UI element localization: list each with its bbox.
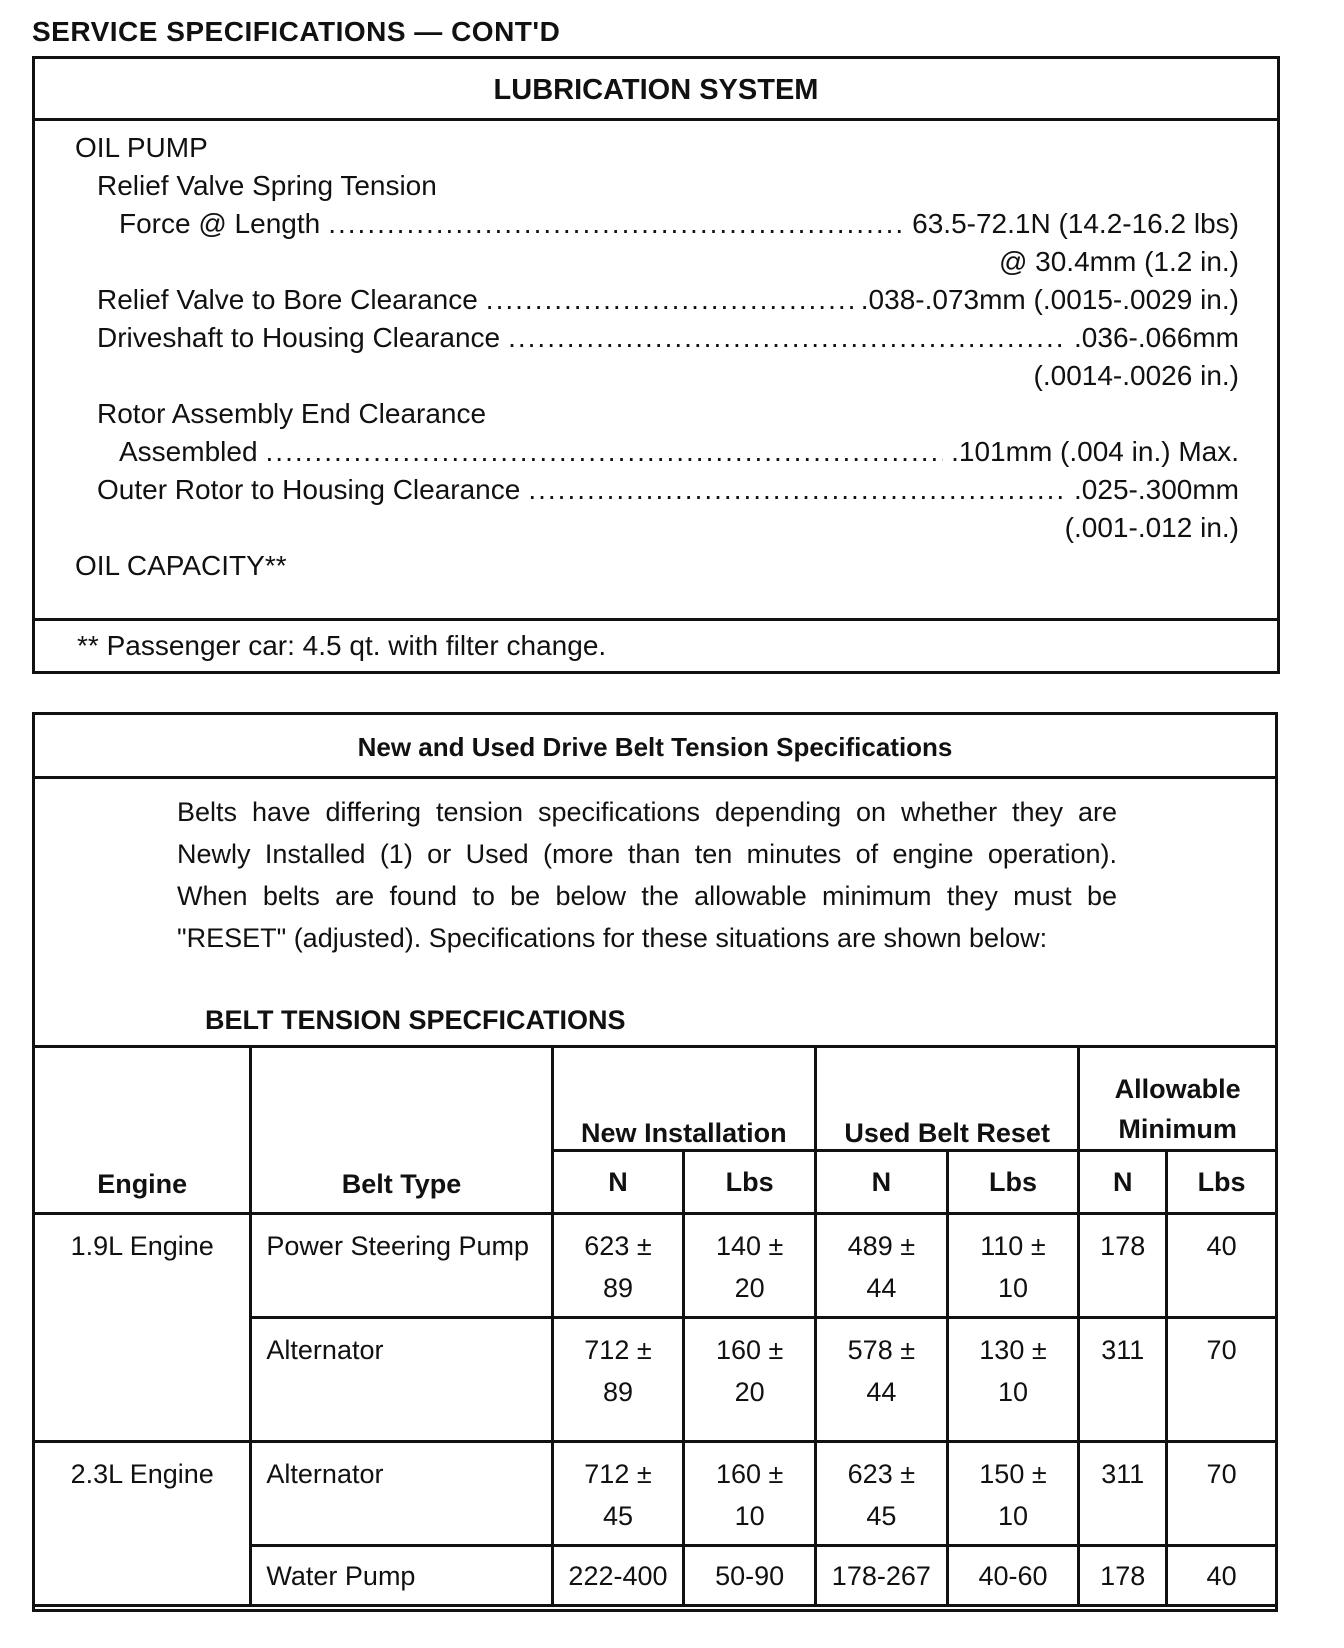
relief-spring-heading: Relief Valve Spring Tension: [97, 170, 437, 201]
force-length-row: [119, 207, 1239, 241]
belt-type-cell: Alternator: [251, 1318, 552, 1442]
allowable-line-1: Allowable: [1114, 1074, 1241, 1104]
leader-dots: [528, 473, 1066, 507]
oil-pump-heading: OIL PUMP: [75, 132, 208, 163]
value-line: 140 ±: [715, 1231, 784, 1261]
value-line: 10: [997, 1273, 1028, 1303]
value-line: 150 ±: [979, 1459, 1047, 1489]
used-lbs-cell: [947, 1214, 1079, 1318]
table-row: [34, 1214, 1277, 1318]
belt-header: New and Used Drive Belt Tension Specifications: [35, 715, 1275, 779]
allowable-line-2: Minimum: [1118, 1114, 1237, 1144]
driveshaft-row: [97, 321, 1239, 355]
engine-cell: 1.9L Engine: [34, 1214, 251, 1442]
new-lbs-cell: [684, 1318, 816, 1442]
lubrication-footer: [35, 621, 1277, 671]
new-lbs-cell: [684, 1214, 816, 1318]
belt-type-cell: Alternator: [251, 1442, 552, 1546]
oil-capacity-heading: OIL CAPACITY**: [75, 550, 287, 581]
value-line: 89: [602, 1377, 633, 1407]
value-line: 10: [997, 1377, 1028, 1407]
col-min-lbs: Lbs: [1167, 1151, 1277, 1214]
col-new-n: N: [552, 1151, 684, 1214]
value-line: 712 ±: [584, 1459, 652, 1489]
used-n-cell: [816, 1318, 948, 1442]
driveshaft-value: .036-.066mm: [1074, 322, 1239, 353]
col-new-lbs: Lbs: [684, 1151, 816, 1214]
value-line: 10: [734, 1501, 765, 1531]
lubrication-body: [35, 121, 1277, 621]
leader-dots: [508, 321, 1066, 355]
value-line: 20: [734, 1377, 765, 1407]
table-row: [34, 1442, 1277, 1546]
belt-type-cell: Water Pump: [251, 1546, 552, 1606]
col-used-n: N: [816, 1151, 948, 1214]
table-caption: BELT TENSION SPECFICATIONS: [205, 1005, 626, 1035]
relief-bore-value: .038-.073mm (.0015-.0029 in.): [860, 284, 1239, 315]
col-used-lbs: Lbs: [947, 1151, 1079, 1214]
leader-dots: [486, 283, 853, 317]
min-n-cell: 178: [1079, 1546, 1167, 1606]
belt-tension-box: [32, 712, 1278, 1612]
value-line: 160 ±: [715, 1335, 784, 1365]
outer-rotor-value: .025-.300mm: [1074, 474, 1239, 505]
value-line: 10: [997, 1501, 1028, 1531]
leader-dots: [266, 435, 944, 469]
value-line: 44: [866, 1273, 897, 1303]
value-line: 130 ±: [979, 1335, 1047, 1365]
min-lbs-cell: 70: [1167, 1442, 1277, 1546]
new-n-cell: [552, 1214, 684, 1318]
used-n-cell: 178-267: [816, 1546, 948, 1606]
col-engine: Engine: [34, 1047, 251, 1214]
col-allowable-minimum: [1079, 1047, 1277, 1151]
used-lbs-cell: [947, 1318, 1079, 1442]
new-lbs-cell: 50-90: [684, 1546, 816, 1606]
value-line: 623 ±: [584, 1231, 652, 1261]
outer-rotor-value-2: (.001-.012 in.): [1064, 512, 1239, 543]
min-n-cell: 178: [1079, 1214, 1167, 1318]
belt-tension-table: [32, 1045, 1278, 1607]
value-line: 578 ±: [847, 1335, 916, 1365]
header-row-1: [34, 1047, 1277, 1151]
value-line: 44: [866, 1377, 897, 1407]
force-label: Force @ Length: [119, 208, 321, 239]
used-n-cell: [816, 1214, 948, 1318]
rotor-end-heading: Rotor Assembly End Clearance: [97, 398, 487, 429]
min-lbs-cell: 40: [1167, 1546, 1277, 1606]
used-lbs-cell: [947, 1442, 1079, 1546]
driveshaft-label: Driveshaft to Housing Clearance: [97, 322, 501, 353]
new-n-cell: 222-400: [552, 1546, 684, 1606]
value-line: 160 ±: [715, 1459, 784, 1489]
relief-bore-label: Relief Valve to Bore Clearance: [97, 284, 478, 315]
col-new-installation: New Installation: [552, 1047, 815, 1151]
value-line: 623 ±: [847, 1459, 916, 1489]
engine-cell: 2.3L Engine: [34, 1442, 251, 1606]
min-n-cell: 311: [1079, 1442, 1167, 1546]
value-line: 489 ±: [847, 1231, 916, 1261]
belt-intro-paragraph: Belts have differing tension specifications depending on whether they are Newly Installed (1) or Used (more than ten minutes of engine operation). When belts are found to be below the allowable minimum they must be "RESET" (adjusted). Specifications for these situations are shown below:: [177, 797, 1117, 953]
footnote: ** Passenger car: 4.5 qt. with filter change.: [77, 630, 607, 661]
relief-bore-row: [97, 283, 1239, 317]
value-line: 712 ±: [584, 1335, 652, 1365]
new-n-cell: [552, 1318, 684, 1442]
assembled-label: Assembled: [119, 436, 258, 467]
min-lbs-cell: 40: [1167, 1214, 1277, 1318]
used-lbs-cell: 40-60: [947, 1546, 1079, 1606]
driveshaft-value-2: (.0014-.0026 in.): [1033, 360, 1239, 391]
new-lbs-cell: [684, 1442, 816, 1546]
assembled-value: .101mm (.004 in.) Max.: [951, 436, 1239, 467]
min-n-cell: 311: [1079, 1318, 1167, 1442]
lubrication-header: LUBRICATION SYSTEM: [35, 59, 1277, 121]
value-line: 45: [602, 1501, 633, 1531]
col-used-belt-reset: Used Belt Reset: [816, 1047, 1079, 1151]
force-value-2: @ 30.4mm (1.2 in.): [998, 246, 1239, 277]
value-line: 45: [866, 1501, 897, 1531]
lubrication-system-box: [32, 56, 1280, 674]
used-n-cell: [816, 1442, 948, 1546]
outer-rotor-row: [97, 473, 1239, 507]
col-min-n: N: [1079, 1151, 1167, 1214]
assembled-row: [119, 435, 1239, 469]
min-lbs-cell: 70: [1167, 1318, 1277, 1442]
value-line: 110 ±: [980, 1231, 1046, 1261]
leader-dots: [328, 207, 904, 241]
outer-rotor-label: Outer Rotor to Housing Clearance: [97, 474, 521, 505]
force-value: 63.5-72.1N (14.2-16.2 lbs): [912, 208, 1239, 239]
new-n-cell: [552, 1442, 684, 1546]
belt-type-cell: Power Steering Pump: [251, 1214, 552, 1318]
value-line: 89: [602, 1273, 633, 1303]
page-title: SERVICE SPECIFICATIONS — CONT'D: [32, 16, 561, 47]
col-belt-type: Belt Type: [251, 1047, 552, 1214]
value-line: 20: [734, 1273, 765, 1303]
